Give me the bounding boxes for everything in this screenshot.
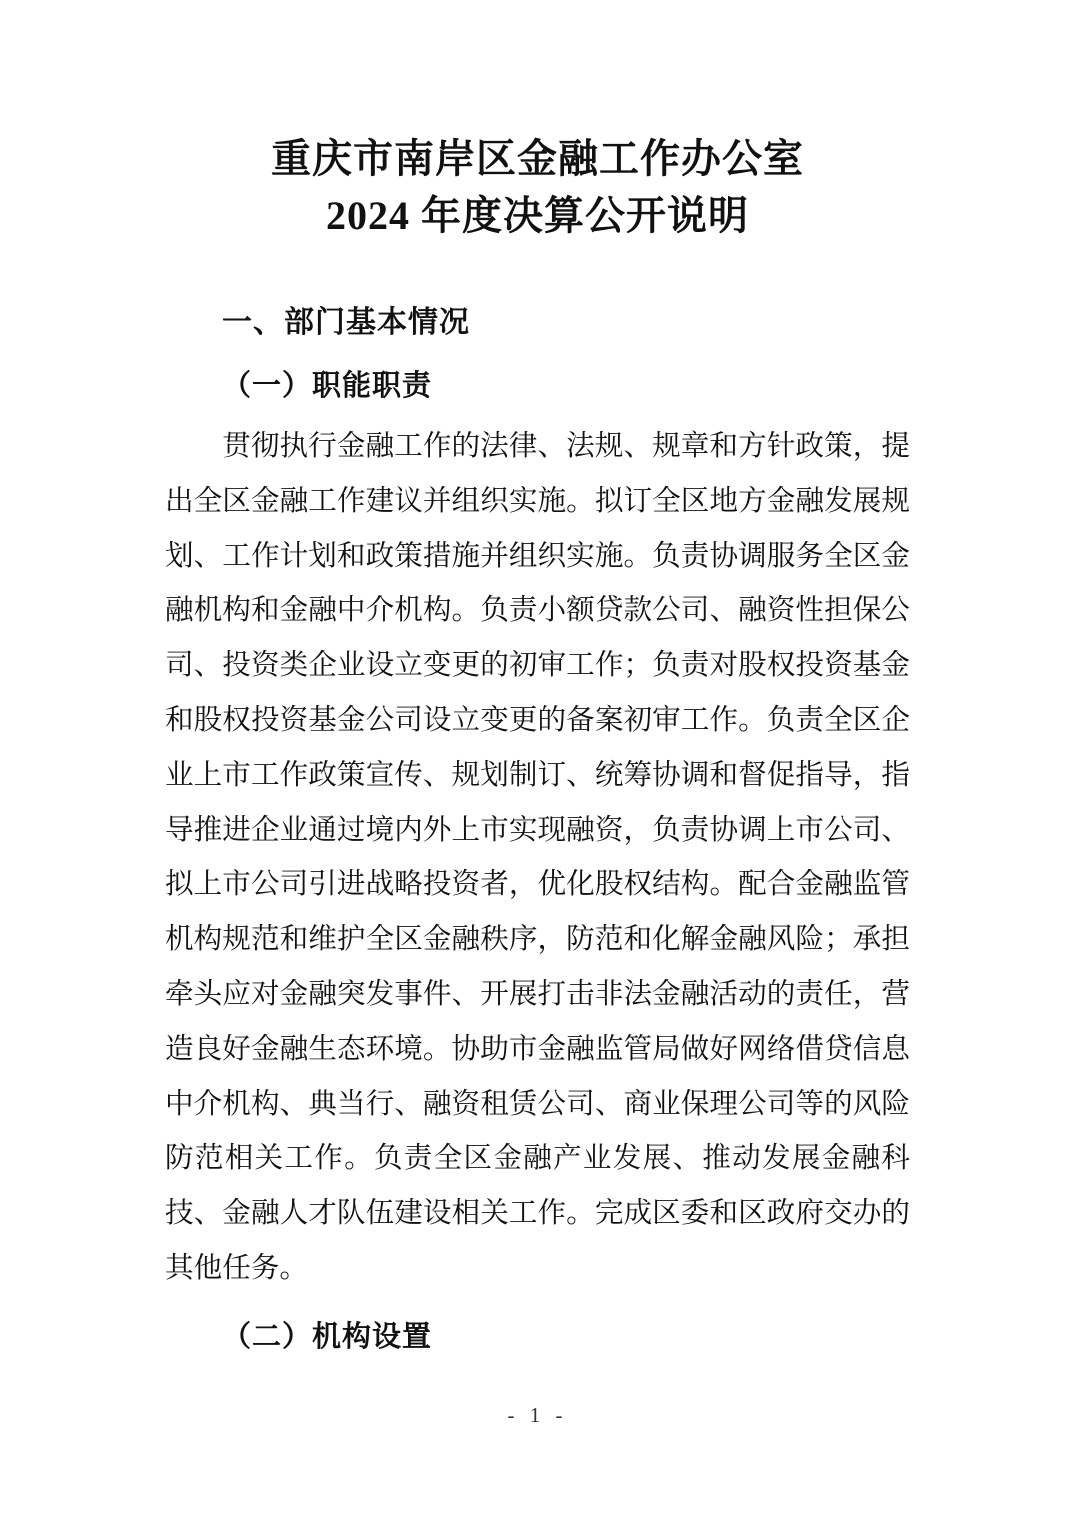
section-heading-department-basic-info: 一、部门基本情况	[222, 306, 470, 339]
document-title-line-1: 重庆市南岸区金融工作办公室	[271, 136, 804, 181]
duties-paragraph: 贯彻执行金融工作的法律、法规、规章和方针政策，提出全区金融工作建议并组织实施。拟订全区地方金融发展规划、工作计划和政策措施并组织实施。负责协调服务全区金融机构和金融中介机构。负责小额贷款公司、融资性担保公司、投资类企业设立变更的初审工作；负责对股权投资基金和股权投资基金公司设立变更的备案初审工作。负责全区企业上市工作政策宣传、规划制订、统筹协调和督促指导，指导推进企业通过境内外上市实现融资，负责协调上市公司、拟上市公司引进战略投资者，优化股权结构。配合金融监管机构规范和维护全区金融秩序，防范和化解金融风险；承担牵头应对金融突发事件、开展打击非法金融活动的责任，营造良好金融生态环境。协助市金融监管局做好网络借贷信息中介机构、典当行、融资租赁公司、商业保理公司等的风险防范相关工作。负责全区金融产业发展、推动发展金融科技、金融人才队伍建设相关工作。完成区委和区政府交办的其他任务。	[165, 431, 910, 1284]
page-number: - 1 -	[507, 1403, 568, 1427]
subsection-heading-organization-setup: （二）机构设置	[222, 1320, 433, 1353]
page-footer	[0, 1403, 1075, 1428]
document-title-line-2: 2024 年度决算公开说明	[326, 193, 749, 238]
subsection-heading-duties: （一）职能职责	[222, 370, 433, 402]
document-title	[165, 130, 910, 244]
